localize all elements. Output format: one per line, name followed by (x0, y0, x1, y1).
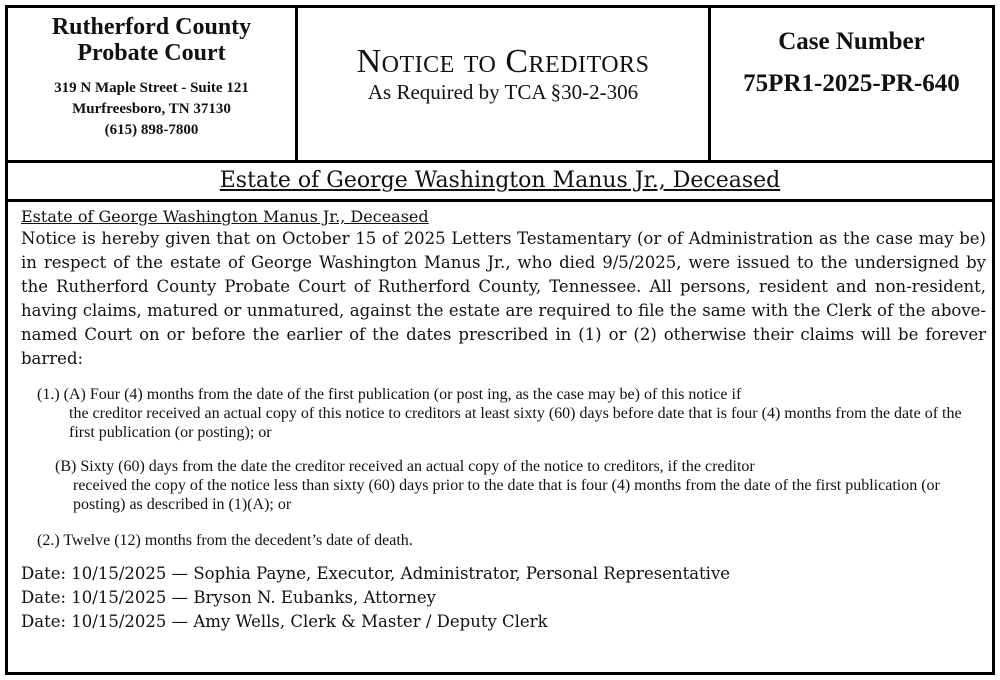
estate-banner-text: Estate of George Washington Manus Jr., Deceased (219, 168, 781, 193)
court-address-line1: 319 N Maple Street - Suite 121 (54, 80, 249, 96)
notice-paragraph: Notice is hereby given that on October 15 of 2025 Letters Testamentary (or of Administration as the case may be) in respect of the estate of George Washington Manus Jr., who died 9/5/2025, were issued to the undersigned by the Rutherford County Probate Court of Rutherford County, Tennessee. All persons, resident and non-resident, having claims, matured or unmatured, against the estate are required to file the same with the Clerk of the above-named Court on or before the earlier of the dates prescribed in (1) or (2) otherwise their claims will be forever barred: (21, 229, 986, 368)
notice-title-box (298, 8, 711, 160)
court-address (8, 78, 295, 141)
notice-body (21, 207, 986, 634)
signature-block (21, 562, 986, 634)
clause-1b-continuation: received the copy of the notice less than sixty (60) days prior to the date that is four (4) months from the date of the first publication (or posting) as described in (1)(A); or (73, 477, 940, 513)
court-name-line1: Rutherford County (51, 14, 252, 40)
notice-document (5, 5, 995, 675)
estate-banner (8, 160, 992, 202)
clause-1b-first-line: (B) Sixty (60) days from the date the creditor received an actual copy of the notice to creditors, if the creditor (55, 458, 755, 475)
clause-1a-continuation: the creditor received an actual copy of this notice to creditors at least sixty (60) days before date that is four (4) months from the date of the first publication (or posting); or (69, 405, 962, 441)
case-number-label: Case Number (778, 28, 925, 55)
clause-1b (21, 457, 986, 514)
notice-title: Notice to Creditors (356, 43, 650, 80)
signature-line-attorney: Date: 10/15/2025 — Bryson N. Eubanks, Attorney (21, 588, 436, 607)
clause-2: (2.) Twelve (12) months from the decedent’s date of death. (37, 532, 413, 549)
estate-heading: Estate of George Washington Manus Jr., Deceased (21, 207, 429, 226)
court-info-box (8, 8, 298, 160)
signature-line-clerk: Date: 10/15/2025 — Amy Wells, Clerk & Master / Deputy Clerk (21, 612, 548, 631)
case-number-value: 75PR1-2025-PR-640 (743, 70, 960, 97)
court-address-line2: Murfreesboro, TN 37130 (72, 101, 231, 117)
notice-header (8, 8, 992, 160)
clause-1a (21, 385, 986, 442)
case-number-box (711, 8, 992, 160)
signature-line-executor: Date: 10/15/2025 — Sophia Payne, Executor, Administrator, Personal Representative (21, 564, 731, 583)
court-phone: (615) 898-7800 (104, 122, 199, 138)
clause-1a-first-line: (1.) (A) Four (4) months from the date of the first publication (or post ing, as the case may be) of this notice if (37, 386, 742, 403)
notice-subtitle: As Required by TCA §30-2-306 (367, 80, 639, 104)
court-name-line2: Probate Court (77, 40, 226, 66)
court-name (8, 14, 295, 66)
